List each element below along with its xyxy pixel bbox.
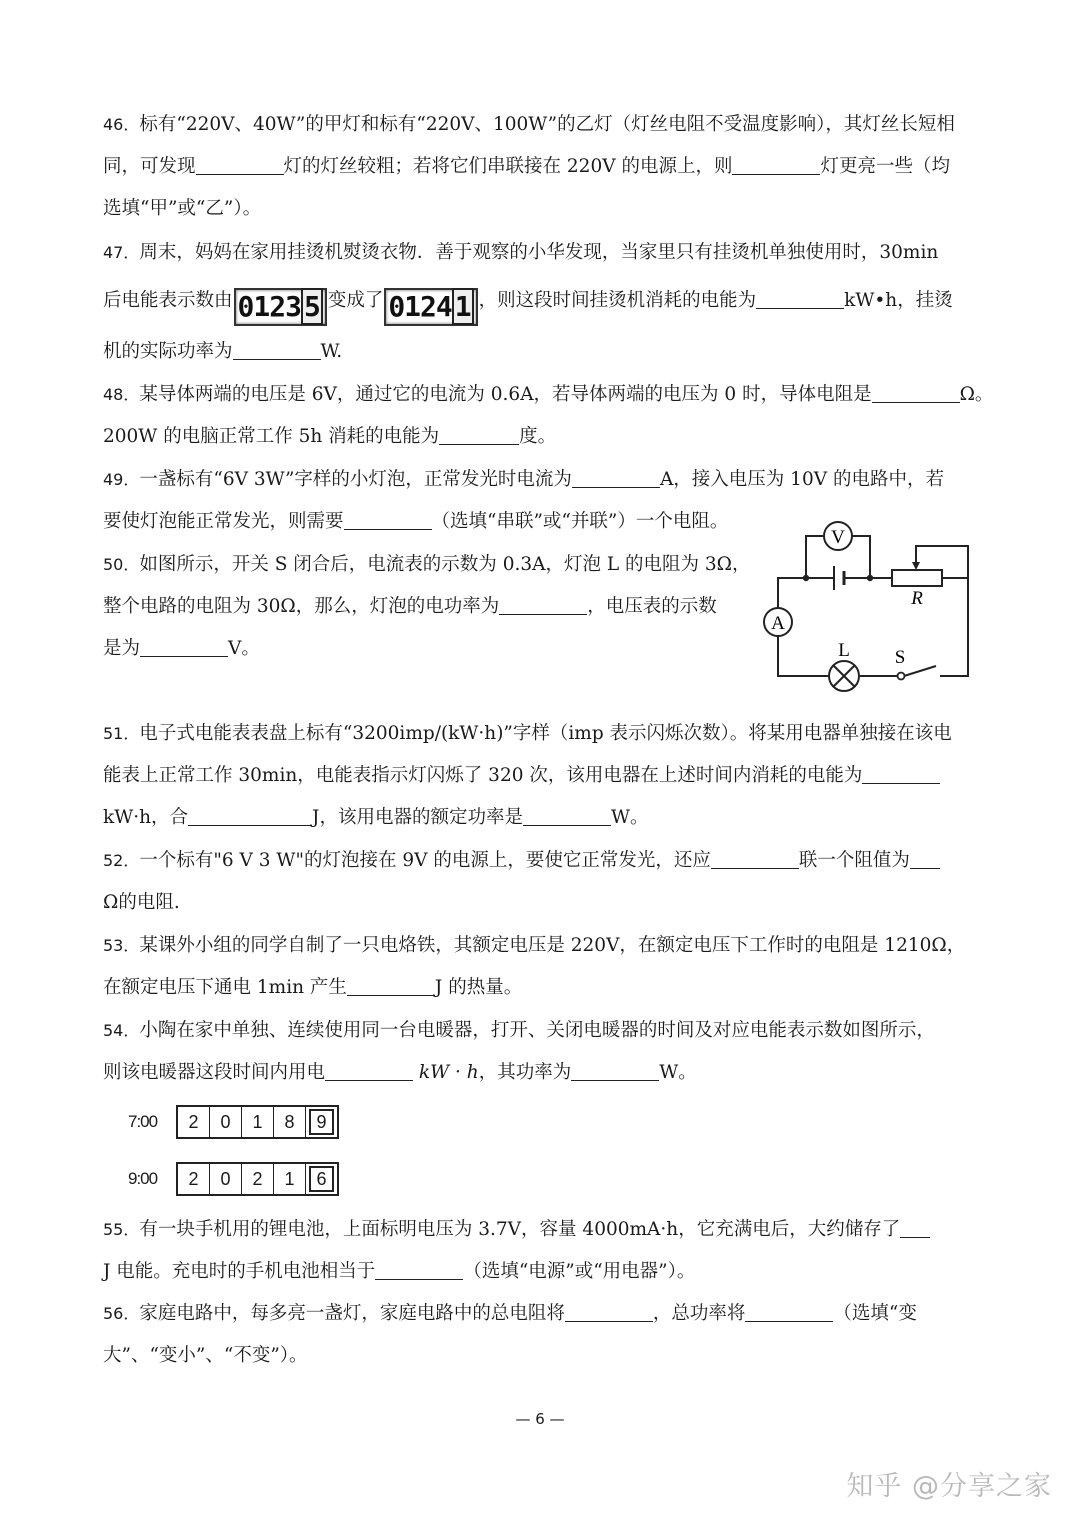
q56-blank1[interactable] (565, 1301, 653, 1322)
q47-line3 (103, 337, 342, 367)
q54-blank1[interactable] (325, 1060, 413, 1081)
q55-text2b: （选填“电源”或“用电器”）。 (463, 1261, 696, 1282)
q50-blank1[interactable] (499, 594, 587, 615)
meter-digit: 8 (274, 1107, 306, 1137)
q47-blank1[interactable] (756, 288, 844, 309)
meter-time-end: 9:00 (128, 1169, 158, 1188)
junction-dot-left (803, 575, 809, 581)
q50-text2a: 整个电路的电阻为 30Ω，那么，灯泡的电功率为 (103, 596, 500, 617)
q50-line2 (103, 592, 717, 622)
q47-text2a: 后电能表示数由 (103, 290, 233, 311)
voltmeter-label: V (831, 527, 845, 548)
meter-after-last-digit: 1 (452, 288, 474, 325)
q55-blank1[interactable] (900, 1217, 930, 1238)
q53-text1: 某课外小组的同学自制了一只电烙铁，其额定电压是 220V，在额定电压下工作时的电阻是 1210Ω， (139, 935, 966, 956)
q46-line1 (103, 110, 955, 140)
circuit-diagram (760, 516, 980, 696)
q56-text1b: ，总功率将 (652, 1303, 746, 1324)
q47-line1 (103, 238, 938, 268)
q48-blank2[interactable] (439, 424, 519, 445)
meter-digit: 1 (242, 1107, 274, 1137)
q46-text2b: 灯的灯丝较粗；若将它们串联接在 220V 的电源上，则 (283, 156, 733, 177)
q55-line2 (103, 1257, 695, 1287)
q48-text2b: 度。 (519, 426, 557, 447)
q49-line2 (103, 507, 728, 537)
q54-line1 (103, 1016, 935, 1046)
wire-voltmeter-left (806, 536, 824, 578)
q48-line2 (103, 422, 556, 452)
meter-digit: 2 (178, 1164, 210, 1194)
q54-text2b: ，其功率为 (478, 1062, 572, 1083)
q47-text1: 周末，妈妈在家用挂烫机熨烫衣物．善于观察的小华发现，当家里只有挂烫机单独使用时，30min (139, 242, 939, 263)
q48-text1a: 某导体两端的电压是 6V，通过它的电流为 0.6A，若导体两端的电压为 0 时，导体电阻是 (139, 384, 872, 405)
q47-blank2[interactable] (233, 339, 321, 360)
q46-line3 (103, 194, 261, 224)
q50-text3a: 是为 (103, 638, 141, 659)
q48-line1 (103, 380, 993, 410)
meter-reading-after (384, 288, 477, 326)
watermark: 知乎 @分享之家 (846, 1471, 1052, 1502)
meter-decimal-value: 9 (309, 1109, 333, 1135)
q49-blank1[interactable] (572, 467, 660, 488)
switch-lever (904, 666, 936, 676)
q52-text1a: 一个标有"6 V 3 W"的灯泡接在 9V 的电源上，要使它正常发光，还应 (139, 850, 711, 871)
q47-text3a: 机的实际功率为 (103, 341, 233, 362)
q49-text2a: 要使灯泡能正常发光，则需要 (103, 511, 344, 532)
q47-text2d: kW•h，挂烫 (844, 290, 953, 311)
q49-text1a: 一盏标有“6V 3W”字样的小灯泡，正常发光时电流为 (139, 469, 572, 490)
q51-line3 (103, 803, 648, 833)
q56-line2 (103, 1341, 308, 1371)
q50-text1: 如图所示，开关 S 闭合后，电流表的示数为 0.3A，灯泡 L 的电阻为 3Ω， (139, 554, 751, 575)
meter-decimal-digit (306, 1164, 337, 1194)
meter-digit: 0 (210, 1164, 242, 1194)
q56-line1 (103, 1299, 917, 1329)
meter-time-start: 7:00 (128, 1112, 158, 1131)
q49-text1b: A，接入电压为 10V 的电路中，若 (659, 469, 944, 490)
q49-number: 49． (103, 470, 140, 489)
q51-text3a: kW·h，合 (103, 807, 189, 828)
q46-text3: 选填“甲”或“乙”）。 (103, 198, 262, 219)
q46-blank1[interactable] (196, 154, 284, 175)
q46-line2 (103, 152, 950, 182)
rheostat-arrow-icon (912, 562, 920, 570)
meter-digits-start (176, 1105, 339, 1139)
meter-before-last-digit: 5 (301, 288, 323, 325)
q55-text2a: J 电能。充电时的手机电池相当于 (103, 1261, 376, 1282)
q49-line1 (103, 465, 944, 495)
q55-text1: 有一块手机用的锂电池，上面标明电压为 3.7V，容量 4000mA·h，它充满电后，大约储存了 (139, 1219, 901, 1240)
q54-text1: 小陶在家中单独、连续使用同一台电暖器，打开、关闭电暖器的时间及对应电能表示数如图所示， (139, 1020, 935, 1041)
meter-row-end (128, 1162, 339, 1196)
ammeter-label: A (771, 613, 785, 634)
q53-line2 (103, 973, 522, 1003)
q49-text2b: （选填“串联”或“并联”）一个电阻。 (431, 511, 729, 532)
q53-number: 53． (103, 936, 140, 955)
q51-blank3[interactable] (523, 805, 611, 826)
q55-blank2[interactable] (375, 1259, 463, 1280)
q54-blank2[interactable] (571, 1060, 659, 1081)
lamp-label: L (838, 640, 850, 661)
q51-line2 (103, 761, 940, 791)
q50-line1 (103, 550, 751, 580)
q53-text2b: J 的热量。 (434, 977, 523, 998)
q52-blank2[interactable] (910, 848, 940, 869)
switch-label: S (894, 647, 906, 668)
q48-text2a: 200W 的电脑正常工作 5h 消耗的电能为 (103, 426, 440, 447)
q51-text3c: W。 (610, 807, 649, 828)
q56-text1c: （选填“变 (833, 1303, 917, 1324)
q46-text1: 标有“220V、40W”的甲灯和标有“220V、100W”的乙灯（灯丝电阻不受温度影响），其灯丝长短相 (139, 114, 955, 135)
q51-text3b: J，该用电器的额定功率是 (312, 807, 523, 828)
resistor-box (892, 570, 942, 586)
q50-line3 (103, 634, 260, 664)
q54-text2c: W。 (659, 1062, 697, 1083)
q48-text1b: Ω。 (959, 384, 994, 405)
q50-blank2[interactable] (140, 636, 228, 657)
q51-number: 51． (103, 724, 140, 743)
q50-text2b: ，电压表的示数 (587, 596, 717, 617)
q52-text2: Ω的电阻. (103, 892, 180, 913)
meter-decimal-digit (306, 1107, 337, 1137)
resistor-label: R (911, 588, 923, 609)
q47-text3b: W. (320, 341, 343, 362)
q54-line2 (103, 1058, 697, 1088)
meter-digit: 0 (210, 1107, 242, 1137)
q47-text2b: 变成了 (327, 290, 384, 311)
q53-line1 (103, 931, 965, 961)
q51-blank2[interactable] (188, 805, 312, 826)
q48-blank1[interactable] (872, 382, 960, 403)
q49-blank2[interactable] (344, 509, 432, 530)
q53-text2a: 在额定电压下通电 1min 产生 (103, 977, 347, 998)
meter-digits-end (176, 1162, 339, 1196)
q52-text1b: 联一个阻值为 (798, 850, 910, 871)
q54-text2a: 则该电暖器这段时间内用电 (103, 1062, 326, 1083)
q52-line2 (103, 888, 180, 918)
q56-number: 56． (103, 1304, 140, 1323)
q46-text2a: 同，可发现 (103, 156, 196, 177)
q56-blank2[interactable] (745, 1301, 833, 1322)
q56-text1a: 家庭电路中，每多亮一盏灯，家庭电路中的总电阻将 (139, 1303, 565, 1324)
q55-number: 55． (103, 1220, 140, 1239)
q51-line1 (103, 719, 952, 749)
q47-line2 (103, 286, 953, 326)
q54-unit: kW · h (418, 1062, 479, 1083)
q50-text3b: V。 (228, 638, 260, 659)
q52-line1 (103, 846, 940, 876)
meter-digit: 2 (178, 1107, 210, 1137)
q46-blank2[interactable] (732, 154, 820, 175)
meter-after-digits: 0124 (388, 290, 452, 323)
q51-text1: 电子式电能表表盘上标有“3200imp/(kW·h)”字样（imp 表示闪烁次数）。将某用电器单独接在该电 (139, 723, 952, 744)
junction-dot-right (867, 575, 873, 581)
q55-line1 (103, 1215, 930, 1245)
wire-right (916, 546, 968, 676)
q48-number: 48． (103, 385, 140, 404)
switch-contact (898, 673, 905, 680)
q52-number: 52． (103, 851, 140, 870)
meter-before-digits: 0123 (237, 290, 301, 323)
q46-text2c: 灯更亮一些（均 (820, 156, 950, 177)
q54-number: 54． (103, 1021, 140, 1040)
q52-blank1[interactable] (711, 848, 799, 869)
q56-text2: 大”、“变小”、“不变”）。 (103, 1345, 308, 1366)
meter-digit: 1 (274, 1164, 306, 1194)
page-number: — 6 — (515, 1410, 565, 1428)
meter-row-start (128, 1105, 339, 1139)
q51-text2a: 能表上正常工作 30min，电能表指示灯闪烁了 320 次，该用电器在上述时间内消耗的电能为 (103, 765, 863, 786)
q53-blank1[interactable] (347, 975, 435, 996)
q46-number: 46． (103, 115, 140, 134)
q51-blank1[interactable] (862, 763, 940, 784)
meter-decimal-value: 6 (309, 1166, 333, 1192)
q47-number: 47． (103, 243, 140, 262)
q47-text2c: ，则这段时间挂烫机消耗的电能为 (478, 290, 757, 311)
q50-number: 50． (103, 555, 140, 574)
meter-digit: 2 (242, 1164, 274, 1194)
meter-reading-before (234, 288, 327, 326)
wire-voltmeter-right (852, 536, 870, 578)
